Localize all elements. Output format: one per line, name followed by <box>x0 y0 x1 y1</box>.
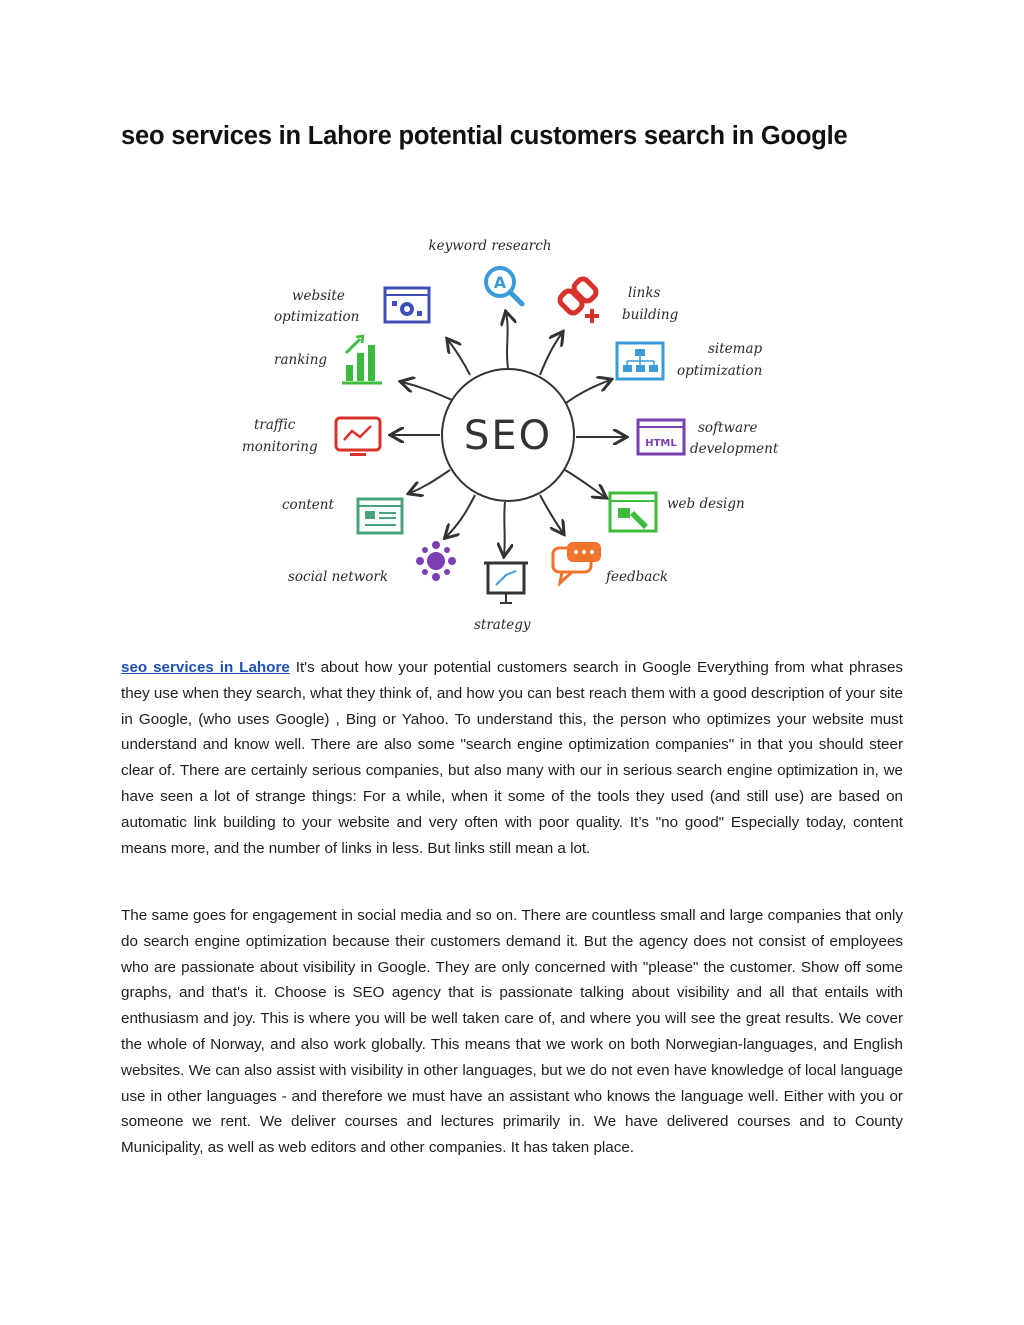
website-optimization-label: optimization <box>274 309 360 325</box>
chain-link-plus-icon <box>558 277 599 323</box>
ranking-node <box>274 336 382 383</box>
web-design-label: web design <box>667 496 745 512</box>
keyword-research-node <box>429 238 552 304</box>
seo-center-circle <box>442 369 574 501</box>
paragraph-2: The same goes for engagement in social media and so on. There are countless small and large companies that only do search engine optimization because their customers demand it. But the agency does not consist of employees who are passionate about visibility in Google. They are only concerned with "please" the customer. Show off some graphs, and that's it. Choose is SEO agency that is passionate talking about visibility and all that entails with enthusiasm and joy. This is where you will be well taken care of, and where you will see the great results. We cover the whole of Norway, and also work globally. This means that we work on both Norwegian-languages, and English websites. We can also assist with visibility in other languages, but we do not even have knowledge of local language use in other languages - and therefore we must have an assistant who knows the language well. Either with you or someone we rent. We deliver courses and lectures primarily in. We have delivered courses and to County Municipality, as well as web editors and other companies. It has taken place. <box>121 907 903 1157</box>
social-network-node <box>288 541 456 585</box>
software-development-node <box>638 420 779 457</box>
feedback-node <box>553 542 668 585</box>
sitemap-label: sitemap <box>708 341 763 357</box>
website-optimization-node <box>274 288 429 325</box>
paragraph-1-text: It's about how your potential customers search in Google Everything from what phrases they use when they search, what they think of, and how you can best reach them with a good description of your site in Google, (who uses Google) , Bing or Yahoo. To understand this, the person who optimizes your website must understand and know well. There are also some "search engine optimization companies" in that you should steer clear of. There are certainly serious companies, but also many with our in serious search engine optimization in, we have seen a lot of strange things: For a while, when it some of the tools they used (and still use) are based on automatic link building to your website and very often with poor quality. It’s "no good" Especially today, content means more, and the number of links in less. But links still mean a lot. <box>121 659 903 857</box>
strategy-label: strategy <box>474 617 531 633</box>
sitemap-optimization-node <box>617 341 763 379</box>
paragraph-1 <box>121 655 903 861</box>
development-label: development <box>690 441 779 457</box>
ranking-label: ranking <box>274 352 328 368</box>
keyword-research-label: keyword research <box>428 238 552 254</box>
design-window-icon <box>610 493 656 531</box>
strategy-node <box>474 563 531 633</box>
traffic-monitor-icon <box>336 418 380 456</box>
seo-services-link[interactable]: seo services in Lahore <box>121 659 290 676</box>
website-label: website <box>292 288 345 304</box>
content-label: content <box>282 497 334 513</box>
magnifier-a-icon <box>486 268 522 304</box>
traffic-monitoring-node <box>242 417 380 456</box>
content-node <box>282 497 402 533</box>
bar-chart-icon <box>342 336 382 383</box>
sitemap-icon <box>617 343 663 379</box>
svg-text:A: A <box>493 273 507 292</box>
strategy-board-icon <box>484 563 528 603</box>
traffic-label: traffic <box>254 417 296 433</box>
software-label: software <box>698 420 758 436</box>
speech-bubbles-icon <box>553 542 601 583</box>
social-network-icon <box>416 541 456 581</box>
svg-text:HTML: HTML <box>645 438 677 449</box>
web-design-node <box>610 493 745 531</box>
seo-diagram <box>230 225 800 640</box>
monitoring-label: monitoring <box>242 439 318 455</box>
feedback-label: feedback <box>606 569 669 585</box>
content-window-icon <box>358 499 402 533</box>
links-label: links <box>628 285 661 301</box>
seo-center-label: SEO <box>463 413 553 459</box>
building-label: building <box>622 307 679 323</box>
page-title: seo services in Lahore potential customers search in Google <box>121 122 848 150</box>
links-building-node <box>558 277 679 323</box>
website-gear-icon <box>385 288 429 322</box>
social-network-label: social network <box>288 569 389 585</box>
html-window-icon <box>638 420 684 454</box>
sitemap-optimization-label: optimization <box>677 363 763 379</box>
